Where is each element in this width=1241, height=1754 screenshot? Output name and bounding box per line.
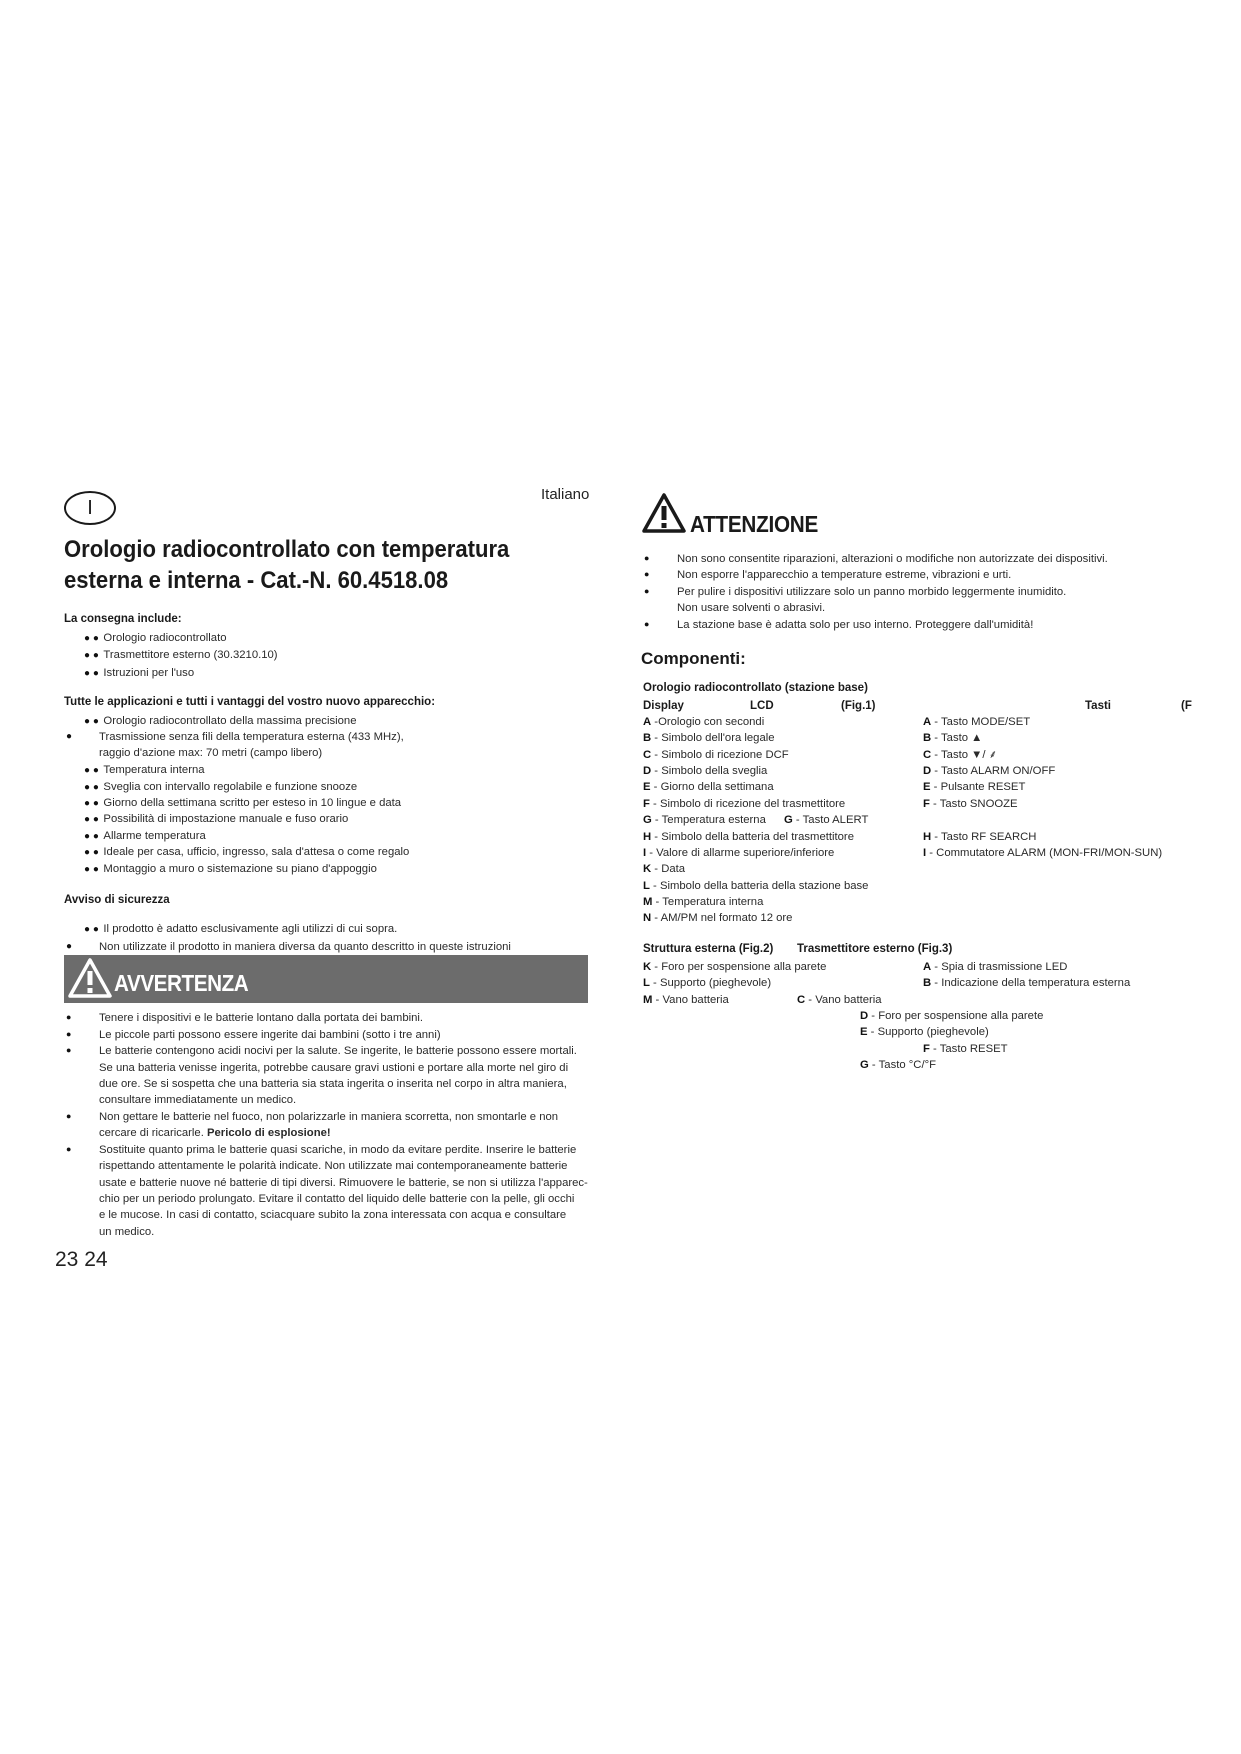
bullet-icon: ● (66, 1144, 72, 1154)
warning-line: Non gettare le batterie nel fuoco, non polarizzarle in maniera scorretta, non smontarle e non (99, 1111, 559, 1123)
warning-line: Tenere i dispositivi e le batterie lontano dalla portata dei bambini. (99, 1012, 424, 1024)
feature-item: ● ● Sveglia con intervallo regolabile e funzione snooze (84, 779, 357, 796)
delivery-item: ● ● Trasmettitore esterno (30.3210.10) (84, 647, 278, 664)
display-item: H - Simbolo della batteria del trasmettitore (643, 831, 854, 843)
bullet-icon: ● ● (84, 798, 99, 809)
title-line-2: esterna e interna - Cat.-N. 60.4518.08 (64, 567, 449, 594)
attention-title: ATTENZIONE (690, 511, 819, 537)
key-item: I - Commutatore ALARM (MON-FRI/MON-SUN) (923, 847, 1163, 859)
bullet-icon: ● (66, 941, 73, 952)
warning-line: due ore. Se si sospetta che una batteria sia stata ingerita o inserita nel corpo in altra maniera, (99, 1078, 567, 1090)
display-item: D - Simbolo della sveglia (643, 765, 768, 777)
warning-line: usate e batterie nuove né batterie di tipi diversi. Rimuovere le batterie, se non si utilizza l'apparec- (99, 1177, 588, 1189)
transmitter-item: C - Vano batteria (797, 994, 882, 1006)
bullet-icon: ● ● (84, 633, 99, 644)
display-item: C - Simbolo di ricezione DCF (643, 749, 789, 761)
transmitter-item: E - Supporto (pieghevole) (860, 1026, 989, 1038)
transmitter-item: B - Indicazione della temperatura esterna (923, 977, 1131, 989)
display-item: M - Temperatura interna (643, 896, 764, 908)
warning-line: Le piccole parti possono essere ingerite dai bambini (sotto i tre anni) (99, 1029, 441, 1041)
keys-column-heading: Tasti (1085, 700, 1111, 712)
bullet-icon: ● ● (84, 814, 99, 825)
transmitter-item: G - Tasto °C/°F (860, 1059, 937, 1071)
delivery-item: ● ● Istruzioni per l'uso (84, 665, 194, 682)
base-station-heading: Orologio radiocontrollato (stazione base) (643, 682, 868, 694)
transmitter-heading: Trasmettitore esterno (Fig.3) (797, 943, 953, 955)
bullet-icon: ● (66, 1045, 72, 1055)
bullet-icon: ● (66, 1012, 72, 1022)
language-badge (64, 491, 116, 525)
bullet-icon: ● (66, 731, 73, 742)
outer-item: M - Vano batteria (643, 994, 729, 1006)
key-item: E - Pulsante RESET (923, 781, 1026, 793)
fig1-label: (Fig.1) (841, 700, 876, 712)
key-item: B - Tasto ▲ (923, 732, 983, 744)
attention-line: La stazione base è adatta solo per uso interno. Proteggere dall'umidità! (677, 619, 1034, 631)
feature-item: Trasmissione senza fili della temperatura esterna (433 MHz), (99, 731, 404, 743)
bullet-icon: ● (644, 569, 650, 579)
warning-line: Se una batteria venisse ingerita, potrebbe causare gravi ustioni e portare alla morte nel giro di (99, 1062, 569, 1074)
feature-item: ● ● Ideale per casa, ufficio, ingresso, sala d'attesa o come regalo (84, 844, 409, 861)
attention-line: Non sono consentite riparazioni, alterazioni o modifiche non autorizzate dei dispositivi. (677, 553, 1108, 565)
key-item: H - Tasto RF SEARCH (923, 831, 1037, 843)
warning-line: e le mucose. In casi di contatto, sciacquare subito la zona interessata con acqua e consultare (99, 1209, 567, 1221)
bullet-icon: ● (644, 619, 650, 629)
warning-line: Le batterie contengono acidi nocivi per la salute. Se ingerite, le batterie possono essere mortali. (99, 1045, 577, 1057)
key-item: A - Tasto MODE/SET (923, 716, 1031, 728)
bullet-icon: ● (66, 1029, 72, 1039)
warning-line: rispettando attentamente le polarità indicate. Non utilizzate mai contemporaneamente batterie (99, 1160, 568, 1172)
bullet-icon: ● (644, 586, 650, 596)
display-item: G - Temperatura esterna (643, 814, 766, 826)
display-item: F - Simbolo di ricezione del trasmettitore (643, 798, 846, 810)
alert-key-item: G - Tasto ALERT (784, 814, 869, 826)
title-line-1: Orologio radiocontrollato con temperatura (64, 536, 510, 563)
warning-title: AVVERTENZA (114, 970, 249, 996)
feature-item-continued: raggio d'azione max: 70 metri (campo libero) (99, 747, 323, 759)
bullet-icon: ● ● (84, 864, 99, 875)
display-column-heading: Display (643, 700, 684, 712)
display-item: E - Giorno della settimana (643, 781, 774, 793)
bullet-icon: ● (66, 1111, 72, 1121)
fig-label-cut: (F (1181, 700, 1192, 712)
bullet-icon: ● (644, 553, 650, 563)
safety-item: Non utilizzate il prodotto in maniera diversa da quanto descritto in queste istruzioni (99, 941, 511, 953)
safety-heading: Avviso di sicurezza (64, 894, 170, 906)
display-item: N - AM/PM nel formato 12 ore (643, 912, 793, 924)
safety-item: ● ● Il prodotto è adatto esclusivamente agli utilizzi di cui sopra. (84, 921, 397, 938)
warning-banner (64, 955, 588, 1003)
delivery-heading: La consegna include: (64, 613, 182, 625)
warning-line: un medico. (99, 1226, 155, 1238)
bullet-icon: ● ● (84, 831, 99, 842)
lcd-column-heading: LCD (750, 700, 774, 712)
transmitter-item: D - Foro per sospensione alla parete (860, 1010, 1044, 1022)
feature-item: ● ● Temperatura interna (84, 762, 205, 779)
feature-item: ● ● Orologio radiocontrollato della massima precisione (84, 713, 356, 730)
display-item: I - Valore di allarme superiore/inferiore (643, 847, 835, 859)
display-item: L - Simbolo della batteria della stazione base (643, 880, 869, 892)
display-item: B - Simbolo dell'ora legale (643, 732, 775, 744)
key-item: F - Tasto SNOOZE (923, 798, 1018, 810)
outer-item: K - Foro per sospensione alla parete (643, 961, 827, 973)
bullet-icon: ● ● (84, 650, 99, 661)
delivery-item: ● ● Orologio radiocontrollato (84, 630, 227, 647)
display-item: K - Data (643, 863, 686, 875)
attention-line: Per pulire i dispositivi utilizzare solo un panno morbido leggermente inumidito. (677, 586, 1067, 598)
page-numbers: 23 24 (55, 1248, 108, 1271)
warning-icon (68, 957, 112, 999)
transmitter-item: F - Tasto RESET (923, 1043, 1008, 1055)
applications-heading: Tutte le applicazioni e tutti i vantaggi del vostro nuovo apparecchio: (64, 696, 436, 708)
attention-icon (642, 492, 686, 534)
warning-line: cercare di ricaricarle. Pericolo di esplosione! (99, 1127, 331, 1139)
language-label: Italiano (541, 486, 590, 503)
display-item: A -Orologio con secondi (643, 716, 765, 728)
outer-structure-heading: Struttura esterna (Fig.2) (643, 943, 774, 955)
bullet-icon: ● ● (84, 668, 99, 679)
explosion-danger: Pericolo di esplosione! (206, 1127, 331, 1139)
key-item: C - Tasto ▼/ ⸙ (923, 749, 998, 761)
warning-line: chio per un periodo prolungato. Evitare il contatto del liquido delle batterie con la pelle, gli occhi (99, 1193, 575, 1205)
bullet-icon: ● ● (84, 924, 99, 935)
warning-line: consultare immediatamente un medico. (99, 1094, 297, 1106)
key-item: D - Tasto ALARM ON/OFF (923, 765, 1056, 777)
feature-item: ● ● Possibilità di impostazione manuale e fuso orario (84, 811, 348, 828)
components-heading: Componenti: (641, 649, 746, 668)
feature-item: ● ● Montaggio a muro o sistemazione su piano d'appoggio (84, 861, 377, 878)
bullet-icon: ● ● (84, 782, 99, 793)
attention-line: Non usare solventi o abrasivi. (677, 602, 826, 614)
bullet-icon: ● ● (84, 716, 99, 727)
transmitter-item: A - Spia di trasmissione LED (923, 961, 1068, 973)
feature-item: ● ● Allarme temperatura (84, 828, 206, 845)
feature-item: ● ● Giorno della settimana scritto per esteso in 10 lingue e data (84, 795, 401, 812)
language-badge-letter: I (87, 496, 93, 519)
attention-line: Non esporre l'apparecchio a temperature estreme, vibrazioni e urti. (677, 569, 1012, 581)
document-title (64, 534, 542, 596)
bullet-icon: ● ● (84, 765, 99, 776)
bullet-icon: ● ● (84, 847, 99, 858)
warning-line: Sostituite quanto prima le batterie quasi scariche, in modo da evitare perdite. Inserire le batterie (99, 1144, 577, 1156)
outer-item: L - Supporto (pieghevole) (643, 977, 772, 989)
